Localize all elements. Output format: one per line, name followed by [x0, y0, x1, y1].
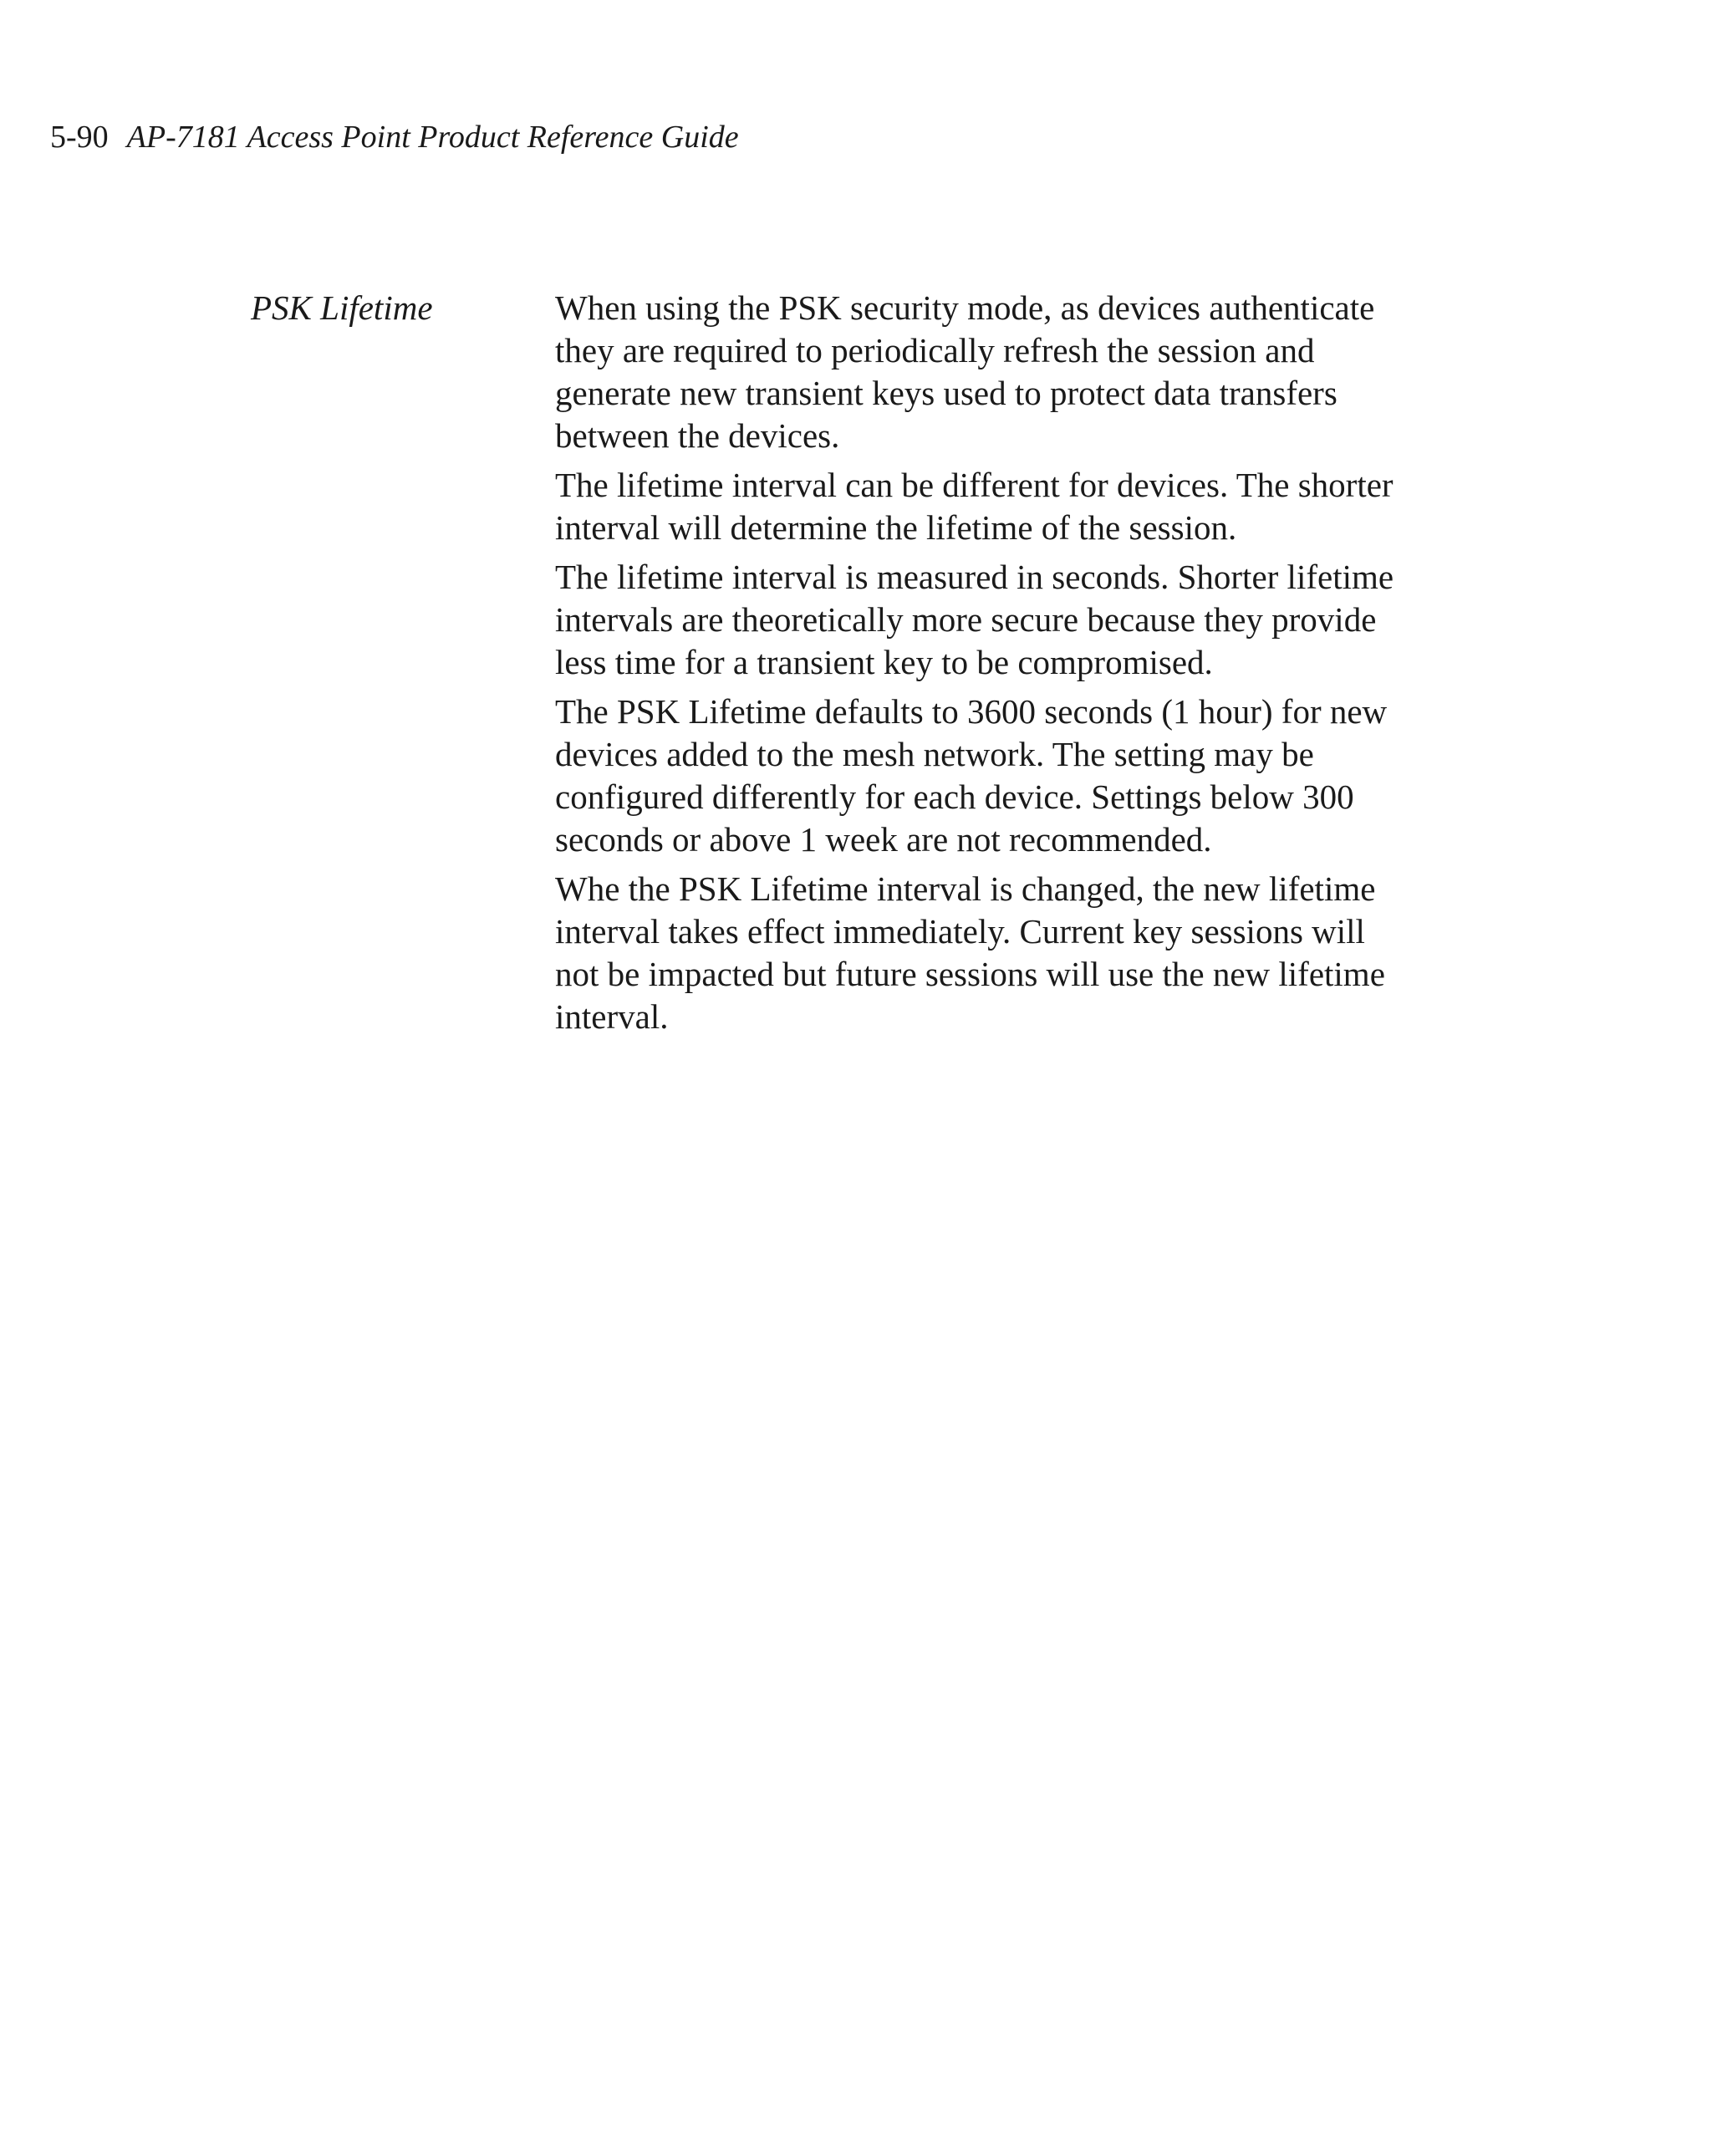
definition-paragraph: When using the PSK security mode, as devices authenticate they are required to periodically refresh the session and generate new transient keys used to protect data transfers between the devices. — [555, 288, 1375, 455]
definition-paragraph: The lifetime interval is measured in seconds. Shorter lifetime intervals are theoretically more secure because they provide less time for a transient key to be compromised. — [555, 558, 1394, 681]
page-number: 5-90 — [50, 120, 109, 155]
definition-paragraph: Whe the PSK Lifetime interval is changed, the new lifetime interval takes effect immediately. Current key sessions will not be impacted but future sessions will use the new lifetime interval. — [555, 869, 1385, 1036]
definition-paragraph: The PSK Lifetime defaults to 3600 seconds (1 hour) for new devices added to the mesh network. The setting may be configured differently for each device. Settings below 300 seconds or above 1 week are not recommended. — [555, 692, 1388, 859]
definition-term: PSK Lifetime — [251, 288, 433, 327]
running-header — [50, 117, 739, 157]
definition-body — [555, 287, 1399, 1045]
definition-paragraph: The lifetime interval can be different for devices. The shorter interval will determine the lifetime of the session. — [555, 466, 1394, 547]
guide-title: AP-7181 Access Point Product Reference Guide — [126, 120, 739, 155]
